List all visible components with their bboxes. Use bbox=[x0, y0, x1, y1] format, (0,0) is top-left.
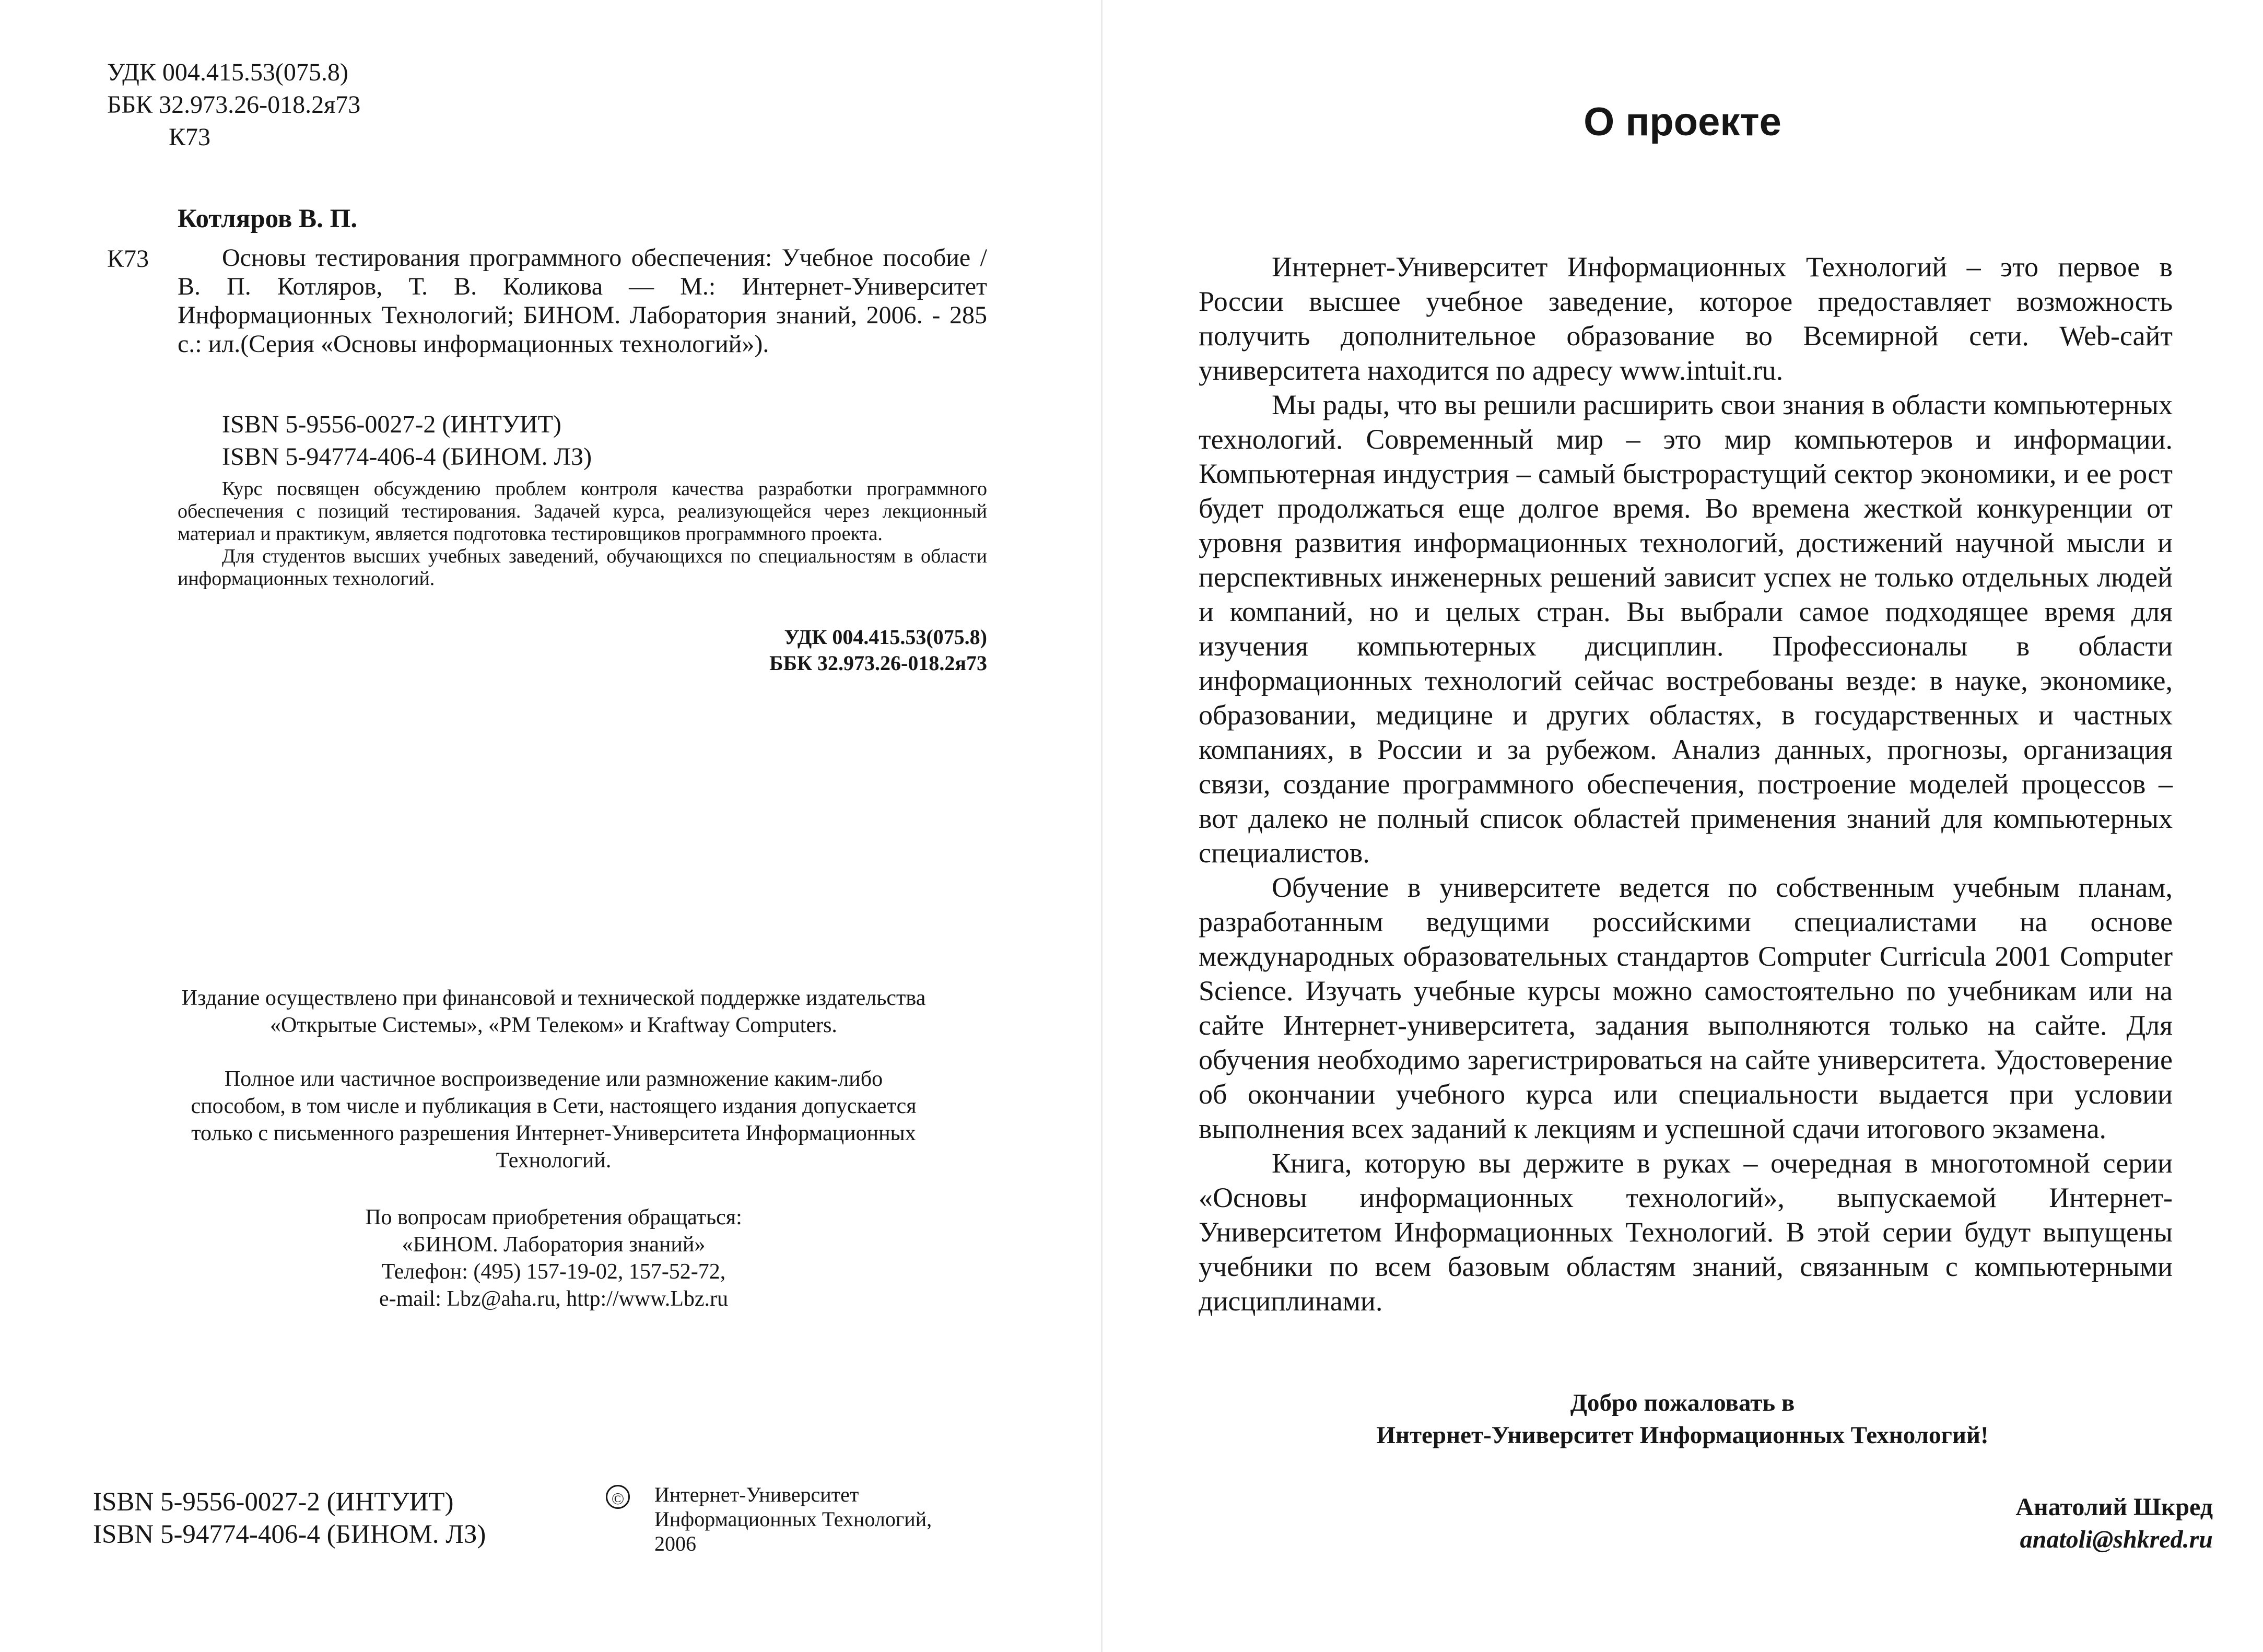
text-line: способом, в том числе и публикация в Сети, настоящего издания допускается bbox=[191, 1094, 917, 1118]
isbn-intuit: ISBN 5-9556-0027-2 (ИНТУИТ) bbox=[222, 411, 561, 438]
text-line: Интернет-Университет bbox=[654, 1483, 859, 1506]
text-line: «Открытые Системы», «РМ Телеком» и Kraftway Computers. bbox=[270, 1013, 837, 1037]
isbn-list bbox=[222, 408, 592, 473]
author-name: Котляров В. П. bbox=[178, 204, 358, 233]
welcome-message bbox=[1102, 1387, 2263, 1451]
classification-codes bbox=[107, 56, 360, 154]
signature-email: anatoli@shkred.ru bbox=[2020, 1526, 2213, 1553]
text-line: По вопросам приобретения обращаться: bbox=[365, 1205, 742, 1229]
bibliographic-description: Основы тестирования программного обеспечения: Учебное пособие / В. П. Котляров, Т. В. Коликова — М.: Интернет-Университет Информационных Технологий; БИНОМ. Лаборатория знаний, 2006. - 285 с.: ил.(Серия «Основы информационных технологий»). bbox=[178, 244, 987, 358]
text-line: «БИНОМ. Лаборатория знаний» bbox=[402, 1233, 706, 1257]
isbn-binom: ISBN 5-94774-406-4 (БИНОМ. ЛЗ) bbox=[93, 1520, 486, 1549]
biblio-mark: К73 bbox=[107, 245, 149, 273]
text-line: 2006 bbox=[654, 1532, 696, 1555]
text-line: Интернет-Университет Информационных Технологий! bbox=[1376, 1422, 1989, 1449]
udk-code: УДК 004.415.53(075.8) bbox=[107, 58, 348, 86]
annotation-paragraph: Курс посвящен обсуждению проблем контроля качества разработки программного обеспечения с позиций тестирования. Задачей курса, реализующейся через лекционный материал и практикум, является подготовка тестировщиков программного проекта. bbox=[178, 478, 987, 545]
body-paragraph: Обучение в университете ведется по собственным учебным планам, разработанным ведущими российскими специалистами на основе международных образовательных стандартов Computer Curricula 2001 Computer Science. Изучать учебные курсы можно самостоятельно по учебникам или на сайте Интернет-университета, задания выполняются только на сайте. Для обучения необходимо зарегистрироваться на сайте университета. Удостоверение об окончании учебного курса или специальности выдается при условии выполнения всех заданий к лекциям и успешной сдачи итогового экзамена. bbox=[1199, 872, 2173, 1144]
signature bbox=[1833, 1491, 2213, 1556]
copyright-icon: © bbox=[606, 1485, 630, 1509]
purchase-contacts bbox=[94, 1204, 1013, 1313]
left-page bbox=[0, 0, 1102, 1652]
bbk-code: ББК 32.973.26-018.2я73 bbox=[769, 651, 987, 675]
rights-notice bbox=[94, 1065, 1013, 1174]
body-paragraph: Книга, которую вы держите в руках – очередная в многотомной серии «Основы информационных технологий», выпускаемой Интернет-Университетом Информационных Технологий. В этой серии будут выпущены учебники по всем базовым областям знаний, связанным с компьютерными дисциплинами. bbox=[1199, 1147, 2173, 1317]
annotation-paragraph: Для студентов высших учебных заведений, обучающихся по специальностям в области информационных технологий. bbox=[178, 545, 987, 590]
sponsor-notice bbox=[94, 985, 1013, 1039]
udk-code: УДК 004.415.53(075.8) bbox=[784, 625, 987, 649]
classification-codes-bottom bbox=[679, 624, 987, 676]
bbk-code: ББК 32.973.26-018.2я73 bbox=[107, 91, 361, 119]
isbn-binom: ISBN 5-94774-406-4 (БИНОМ. ЛЗ) bbox=[222, 443, 592, 471]
body-paragraph: Интернет-Университет Информационных Технологий – это первое в России высшее учебное заведение, которое предоставляет возможность получить дополнительное образование во Всемирной сети. Web-сайт университета находится по адресу www.intuit.ru. bbox=[1199, 251, 2173, 386]
text-line: только с письменного разрешения Интернет-Университета Информационных bbox=[191, 1121, 916, 1145]
text-line: Добро пожаловать в bbox=[1570, 1389, 1795, 1416]
about-body bbox=[1199, 250, 2173, 1318]
author-mark: К73 bbox=[169, 123, 211, 151]
text-line: Телефон: (495) 157-19-02, 157-52-72, bbox=[381, 1260, 726, 1284]
text-line: Технологий. bbox=[496, 1149, 612, 1173]
isbn-intuit: ISBN 5-9556-0027-2 (ИНТУИТ) bbox=[93, 1487, 454, 1517]
body-paragraph: Мы рады, что вы решили расширить свои знания в области компьютерных технологий. Современный мир – это мир компьютеров и информации. Компьютерная индустрия – самый быстрорастущий сектор экономики, и ее рост будет продолжаться еще долгое время. Во времена жесткой конкуренции от уровня развития информационных технологий, достижений научной мысли и перспективных инженерных решений зависит успех не только отдельных людей и компаний, но и целых стран. Вы выбрали самое подходящее время для изучения компьютерных дисциплин. Профессионалы в области информационных технологий сейчас востребованы везде: в науке, экономике, образовании, медицине и других областях, в государственных и частных компаниях, в России и за рубежом. Анализ данных, прогнозы, организация связи, создание программного обеспечения, построение моделей процессов – вот далеко не полный список областей применения знаний для компьютерных специалистов. bbox=[1199, 389, 2173, 869]
text-line: Информационных Технологий, bbox=[654, 1507, 932, 1531]
text-line: e-mail: Lbz@aha.ru, http://www.Lbz.ru bbox=[379, 1287, 729, 1311]
page-title: О проекте bbox=[1584, 100, 1781, 144]
right-page bbox=[1102, 0, 2263, 1652]
isbn-list-bottom bbox=[93, 1486, 486, 1551]
signature-name: Анатолий Шкред bbox=[2015, 1493, 2213, 1521]
annotation bbox=[178, 478, 987, 590]
text-line: Издание осуществлено при финансовой и технической поддержке издательства bbox=[181, 986, 926, 1010]
copyright-holder bbox=[654, 1482, 932, 1556]
text-line: Полное или частичное воспроизведение или размножение каким-либо bbox=[224, 1067, 883, 1091]
